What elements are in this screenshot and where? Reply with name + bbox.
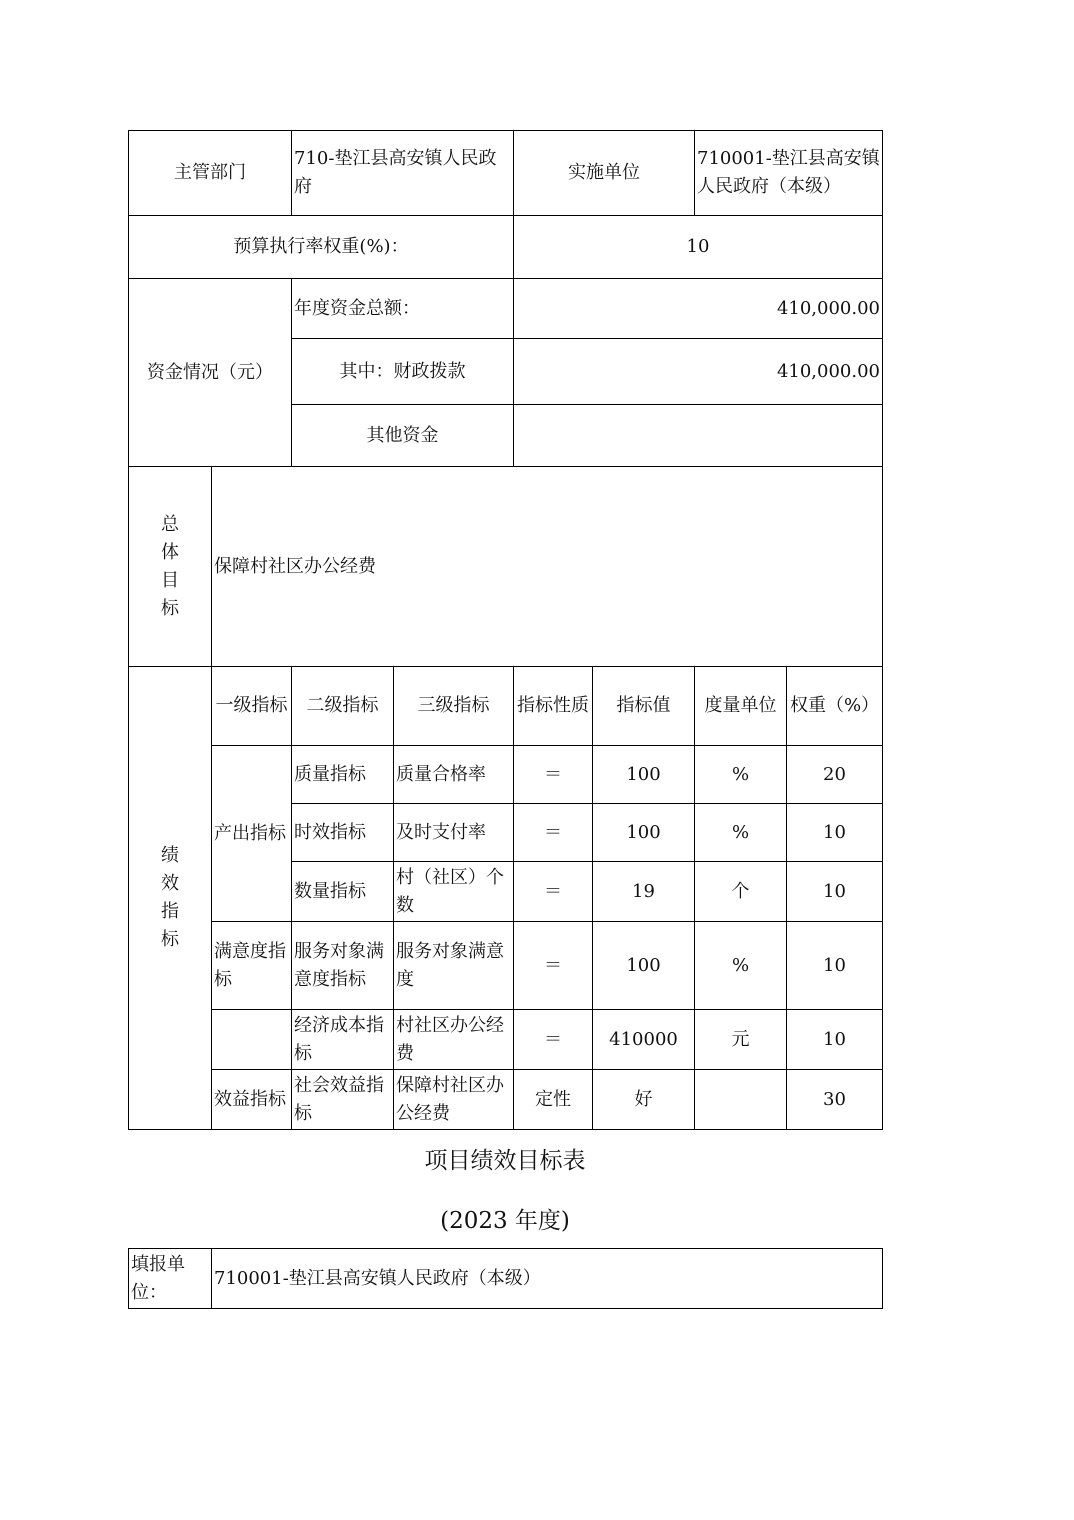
table-row (129, 1010, 883, 1070)
header-nature: 指标性质 (514, 667, 593, 746)
table-row (129, 1070, 883, 1130)
row-weight: 10 (787, 862, 883, 922)
header-unit: 度量单位 (695, 667, 787, 746)
row-unit: 个 (695, 862, 787, 922)
filler-label: 填报单位： (129, 1249, 212, 1309)
row-level2: 时效指标 (292, 804, 394, 862)
header-level2: 二级指标 (292, 667, 394, 746)
row-unit (695, 1070, 787, 1130)
funds-other-value (514, 405, 883, 467)
filler-value: 710001-垫江县高安镇人民政府（本级） (212, 1249, 883, 1309)
funds-fiscal-label: 其中：财政拨款 (292, 339, 514, 405)
document-title: 项目绩效目标表 (424, 1148, 586, 1174)
row-level2: 经济成本指标 (292, 1010, 394, 1070)
document-year: (2023 年度) (440, 1208, 570, 1234)
row-value: 好 (593, 1070, 695, 1130)
row-level2: 数量指标 (292, 862, 394, 922)
budget-rate-value: 10 (514, 216, 883, 279)
filler-unit-table (128, 1248, 883, 1309)
goal-text: 保障村社区办公经费 (212, 467, 883, 667)
funds-total-value: 410,000.00 (514, 279, 883, 339)
row-nature: ＝ (514, 746, 593, 804)
row-level3: 质量合格率 (394, 746, 514, 804)
group-benefit: 效益指标 (212, 1070, 292, 1130)
budget-rate-label: 预算执行率权重(%)： (129, 216, 514, 279)
funds-section-label: 资金情况（元） (129, 279, 292, 467)
row-level3: 及时支付率 (394, 804, 514, 862)
group-satisfaction: 满意度指标 (212, 922, 292, 1010)
group-empty (212, 1010, 292, 1070)
row-value: 100 (593, 804, 695, 862)
row-unit: % (695, 746, 787, 804)
row-level3: 服务对象满意度 (394, 922, 514, 1010)
indicators-section-label: 绩效指标 (129, 667, 212, 1130)
row-nature: ＝ (514, 804, 593, 862)
row-level3: 保障村社区办公经费 (394, 1070, 514, 1130)
row-weight: 20 (787, 746, 883, 804)
row-level2: 质量指标 (292, 746, 394, 804)
row-weight: 10 (787, 1010, 883, 1070)
header-weight: 权重（%） (787, 667, 883, 746)
performance-target-table (128, 130, 883, 1130)
funds-total-label: 年度资金总额： (292, 279, 514, 339)
dept-label: 主管部门 (129, 131, 292, 216)
header-value: 指标值 (593, 667, 695, 746)
row-unit: % (695, 922, 787, 1010)
row-nature: 定性 (514, 1070, 593, 1130)
row-level3: 村（社区）个数 (394, 862, 514, 922)
row-unit: 元 (695, 1010, 787, 1070)
table-row (129, 922, 883, 1010)
goal-label: 总体目标 (129, 467, 212, 667)
impl-label: 实施单位 (514, 131, 695, 216)
header-level3: 三级指标 (394, 667, 514, 746)
row-value: 410000 (593, 1010, 695, 1070)
group-output: 产出指标 (212, 746, 292, 922)
impl-value: 710001-垫江县高安镇人民政府（本级） (695, 131, 883, 216)
row-level2: 服务对象满意度指标 (292, 922, 394, 1010)
row-nature: ＝ (514, 1010, 593, 1070)
row-value: 19 (593, 862, 695, 922)
row-weight: 10 (787, 804, 883, 862)
funds-other-label: 其他资金 (292, 405, 514, 467)
row-value: 100 (593, 746, 695, 804)
row-weight: 10 (787, 922, 883, 1010)
row-unit: % (695, 804, 787, 862)
row-value: 100 (593, 922, 695, 1010)
row-nature: ＝ (514, 862, 593, 922)
funds-fiscal-value: 410,000.00 (514, 339, 883, 405)
row-weight: 30 (787, 1070, 883, 1130)
table-row (129, 746, 883, 804)
row-level2: 社会效益指标 (292, 1070, 394, 1130)
dept-value: 710-垫江县高安镇人民政府 (292, 131, 514, 216)
row-level3: 村社区办公经费 (394, 1010, 514, 1070)
row-nature: ＝ (514, 922, 593, 1010)
header-level1: 一级指标 (212, 667, 292, 746)
